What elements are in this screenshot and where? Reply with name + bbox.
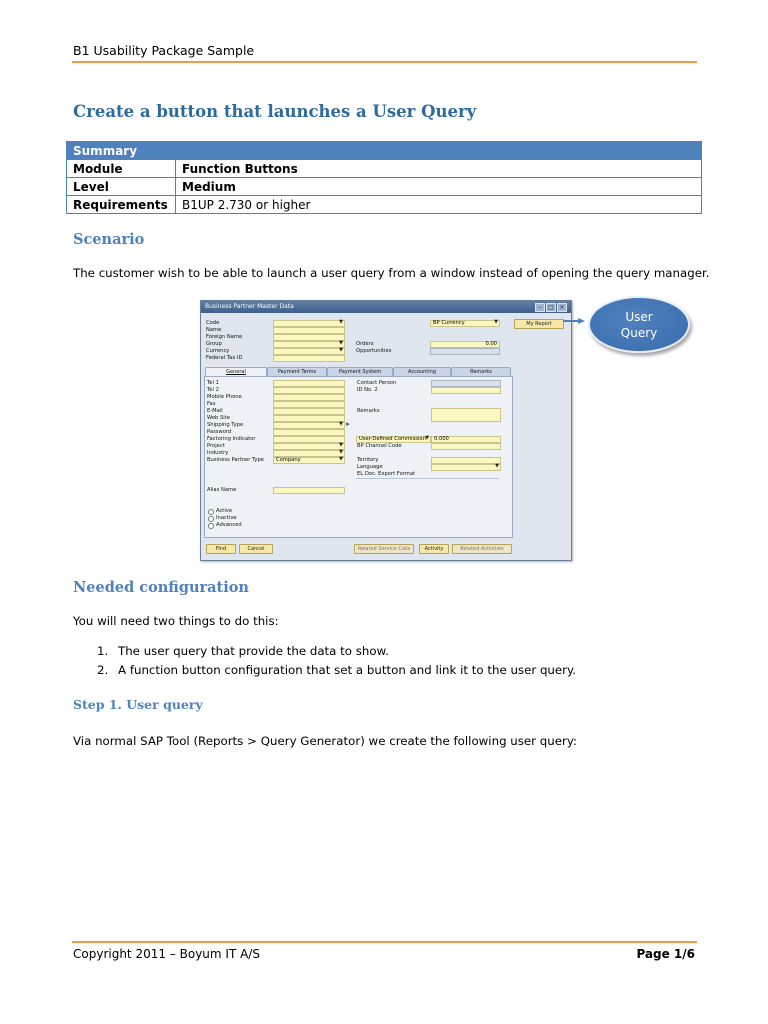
divider: [356, 478, 499, 479]
minimize-icon: –: [535, 303, 545, 312]
my-report-button[interactable]: My Report: [514, 319, 564, 329]
label-orders: Orders: [356, 341, 374, 347]
label-bp-channel: BP Channel Code: [357, 443, 402, 449]
label-id-no2: ID No. 2: [357, 387, 378, 393]
tab-remarks[interactable]: Remarks: [451, 367, 511, 376]
tab-payment-system[interactable]: Payment System: [327, 367, 393, 376]
label-mobile: Mobile Phone: [207, 394, 242, 400]
footer-copyright: Copyright 2011 – Boyum IT A/S: [73, 947, 260, 961]
commission-select[interactable]: User-Defined Commission ▼: [356, 436, 431, 443]
label-alias: Alias Name: [207, 487, 237, 493]
step-number: 1.: [97, 644, 109, 658]
footer-rule: [72, 941, 697, 943]
label-contact-person: Contact Person: [357, 380, 397, 386]
name-field[interactable]: [273, 327, 345, 334]
callout-arrow-icon: [563, 318, 585, 324]
label-active: Active: [216, 508, 233, 514]
label-bp-type: Business Partner Type: [207, 457, 264, 463]
website-field[interactable]: [273, 415, 345, 422]
link-arrow-icon: ➤: [345, 421, 351, 428]
related-service-calls-button[interactable]: Related Service Calls: [354, 544, 414, 554]
row-key: Level: [67, 178, 176, 196]
tab-accounting[interactable]: Accounting: [393, 367, 451, 376]
activity-button[interactable]: Activity: [419, 544, 449, 554]
general-tab-panel: [204, 376, 513, 538]
summary-header: Summary: [67, 142, 702, 160]
label-el-doc: EL Doc. Export Format: [357, 471, 416, 477]
radio-active[interactable]: [208, 509, 214, 515]
bp-type-value: Company: [276, 457, 301, 463]
factoring-field[interactable]: [273, 436, 345, 443]
alias-field[interactable]: [273, 487, 345, 494]
step-text: A function button configuration that set a button and link it to the user query.: [118, 663, 577, 677]
id-no2-field[interactable]: [431, 387, 501, 394]
bp-channel-field[interactable]: [431, 443, 501, 450]
email-field[interactable]: [273, 408, 345, 415]
industry-field[interactable]: ▼: [273, 450, 345, 457]
row-key: Requirements: [67, 196, 176, 214]
summary-table: [66, 141, 702, 214]
user-query-callout: [588, 296, 690, 353]
step-text: The user query that provide the data to show.: [118, 644, 389, 658]
related-activities-button[interactable]: Related Activities: [452, 544, 512, 554]
orders-field: [430, 341, 500, 348]
bp-currency-label: BP Currency: [433, 320, 465, 326]
table-row: [67, 178, 702, 196]
callout-line2: Query: [620, 325, 658, 340]
label-opportunities: Opportunities: [356, 348, 392, 354]
radio-inactive[interactable]: [208, 516, 214, 522]
page-header: B1 Usability Package Sample: [73, 43, 255, 58]
label-advanced: Advanced: [216, 522, 242, 528]
orders-value: 0.00: [485, 341, 497, 347]
commission-field[interactable]: [431, 436, 501, 443]
project-field[interactable]: ▼: [273, 443, 345, 450]
page-title: Create a button that launches a User Query: [73, 102, 477, 121]
commission-label: User-Defined Commission: [359, 436, 426, 442]
label-tel1: Tel 1: [207, 380, 219, 386]
maximize-icon: □: [546, 303, 556, 312]
code-field[interactable]: ▼: [273, 320, 345, 327]
label-password: Password: [207, 429, 232, 435]
fax-field[interactable]: [273, 401, 345, 408]
window-titlebar: [201, 301, 571, 313]
row-value: Medium: [176, 178, 702, 196]
tax-id-field[interactable]: [273, 355, 345, 362]
bp-currency-field[interactable]: BP Currency ▼: [430, 320, 500, 327]
language-field[interactable]: ▼: [431, 464, 501, 471]
tel1-field[interactable]: [273, 380, 345, 387]
step-number: 2.: [97, 663, 109, 677]
cancel-button[interactable]: Cancel: [239, 544, 273, 554]
remarks-field[interactable]: [431, 408, 501, 422]
callout-line1: User: [625, 309, 653, 324]
row-value: Function Buttons: [176, 160, 702, 178]
steps-list: [73, 644, 576, 682]
label-language: Language: [357, 464, 383, 470]
tab-general[interactable]: General: [205, 367, 267, 376]
label-federal-tax: Federal Tax ID: [206, 355, 243, 361]
label-fax: Fax: [207, 401, 216, 407]
tab-strip: [205, 367, 509, 376]
step1-text: Via normal SAP Tool (Reports > Query Generator) we create the following user query:: [73, 734, 577, 748]
scenario-heading: Scenario: [73, 231, 145, 248]
tel2-field[interactable]: [273, 387, 345, 394]
label-group: Group: [206, 341, 222, 347]
commission-value: 0.000: [434, 436, 449, 442]
needed-config-heading: Needed configuration: [73, 579, 249, 596]
list-item: [73, 663, 576, 682]
bp-master-data-screenshot: [200, 300, 572, 561]
header-rule: [72, 61, 697, 63]
label-project: Project: [207, 443, 225, 449]
label-foreign-name: Foreign Name: [206, 334, 243, 340]
label-inactive: Inactive: [216, 515, 237, 521]
table-row: [67, 160, 702, 178]
opportunities-field: [430, 348, 500, 355]
label-name: Name: [206, 327, 222, 333]
label-website: Web Site: [207, 415, 230, 421]
bp-type-field[interactable]: Company ▼: [273, 457, 345, 464]
table-row: [67, 196, 702, 214]
window-title: Business Partner Master Data: [205, 303, 294, 310]
footer-page-number: Page 1/6: [636, 947, 695, 961]
radio-advanced[interactable]: [208, 523, 214, 529]
contact-person-field: [431, 380, 501, 387]
label-factoring: Factoring Indicator: [207, 436, 256, 442]
tab-payment-terms[interactable]: Payment Terms: [267, 367, 327, 376]
label-code: Code: [206, 320, 220, 326]
step1-heading: Step 1. User query: [73, 697, 203, 712]
label-territory: Territory: [357, 457, 379, 463]
password-field[interactable]: [273, 429, 345, 436]
group-field[interactable]: ▼: [273, 341, 345, 348]
label-shipping: Shipping Type: [207, 422, 244, 428]
find-button[interactable]: Find: [206, 544, 236, 554]
mobile-field[interactable]: [273, 394, 345, 401]
shipping-type-field[interactable]: ▼: [273, 422, 345, 429]
scenario-text: The customer wish to be able to launch a user query from a window instead of opening the query manager.: [73, 266, 710, 280]
label-currency: Currency: [206, 348, 230, 354]
needed-config-intro: You will need two things to do this:: [73, 614, 279, 628]
row-value: B1UP 2.730 or higher: [176, 196, 702, 214]
territory-field[interactable]: [431, 457, 501, 464]
label-remarks: Remarks: [357, 408, 380, 414]
currency-field[interactable]: ▼: [273, 348, 345, 355]
label-email: E-Mail: [207, 408, 223, 414]
close-icon: ×: [557, 303, 567, 312]
label-tel2: Tel 2: [207, 387, 219, 393]
list-item: [73, 644, 576, 663]
foreign-name-field[interactable]: [273, 334, 345, 341]
row-key: Module: [67, 160, 176, 178]
label-industry: Industry: [207, 450, 229, 456]
